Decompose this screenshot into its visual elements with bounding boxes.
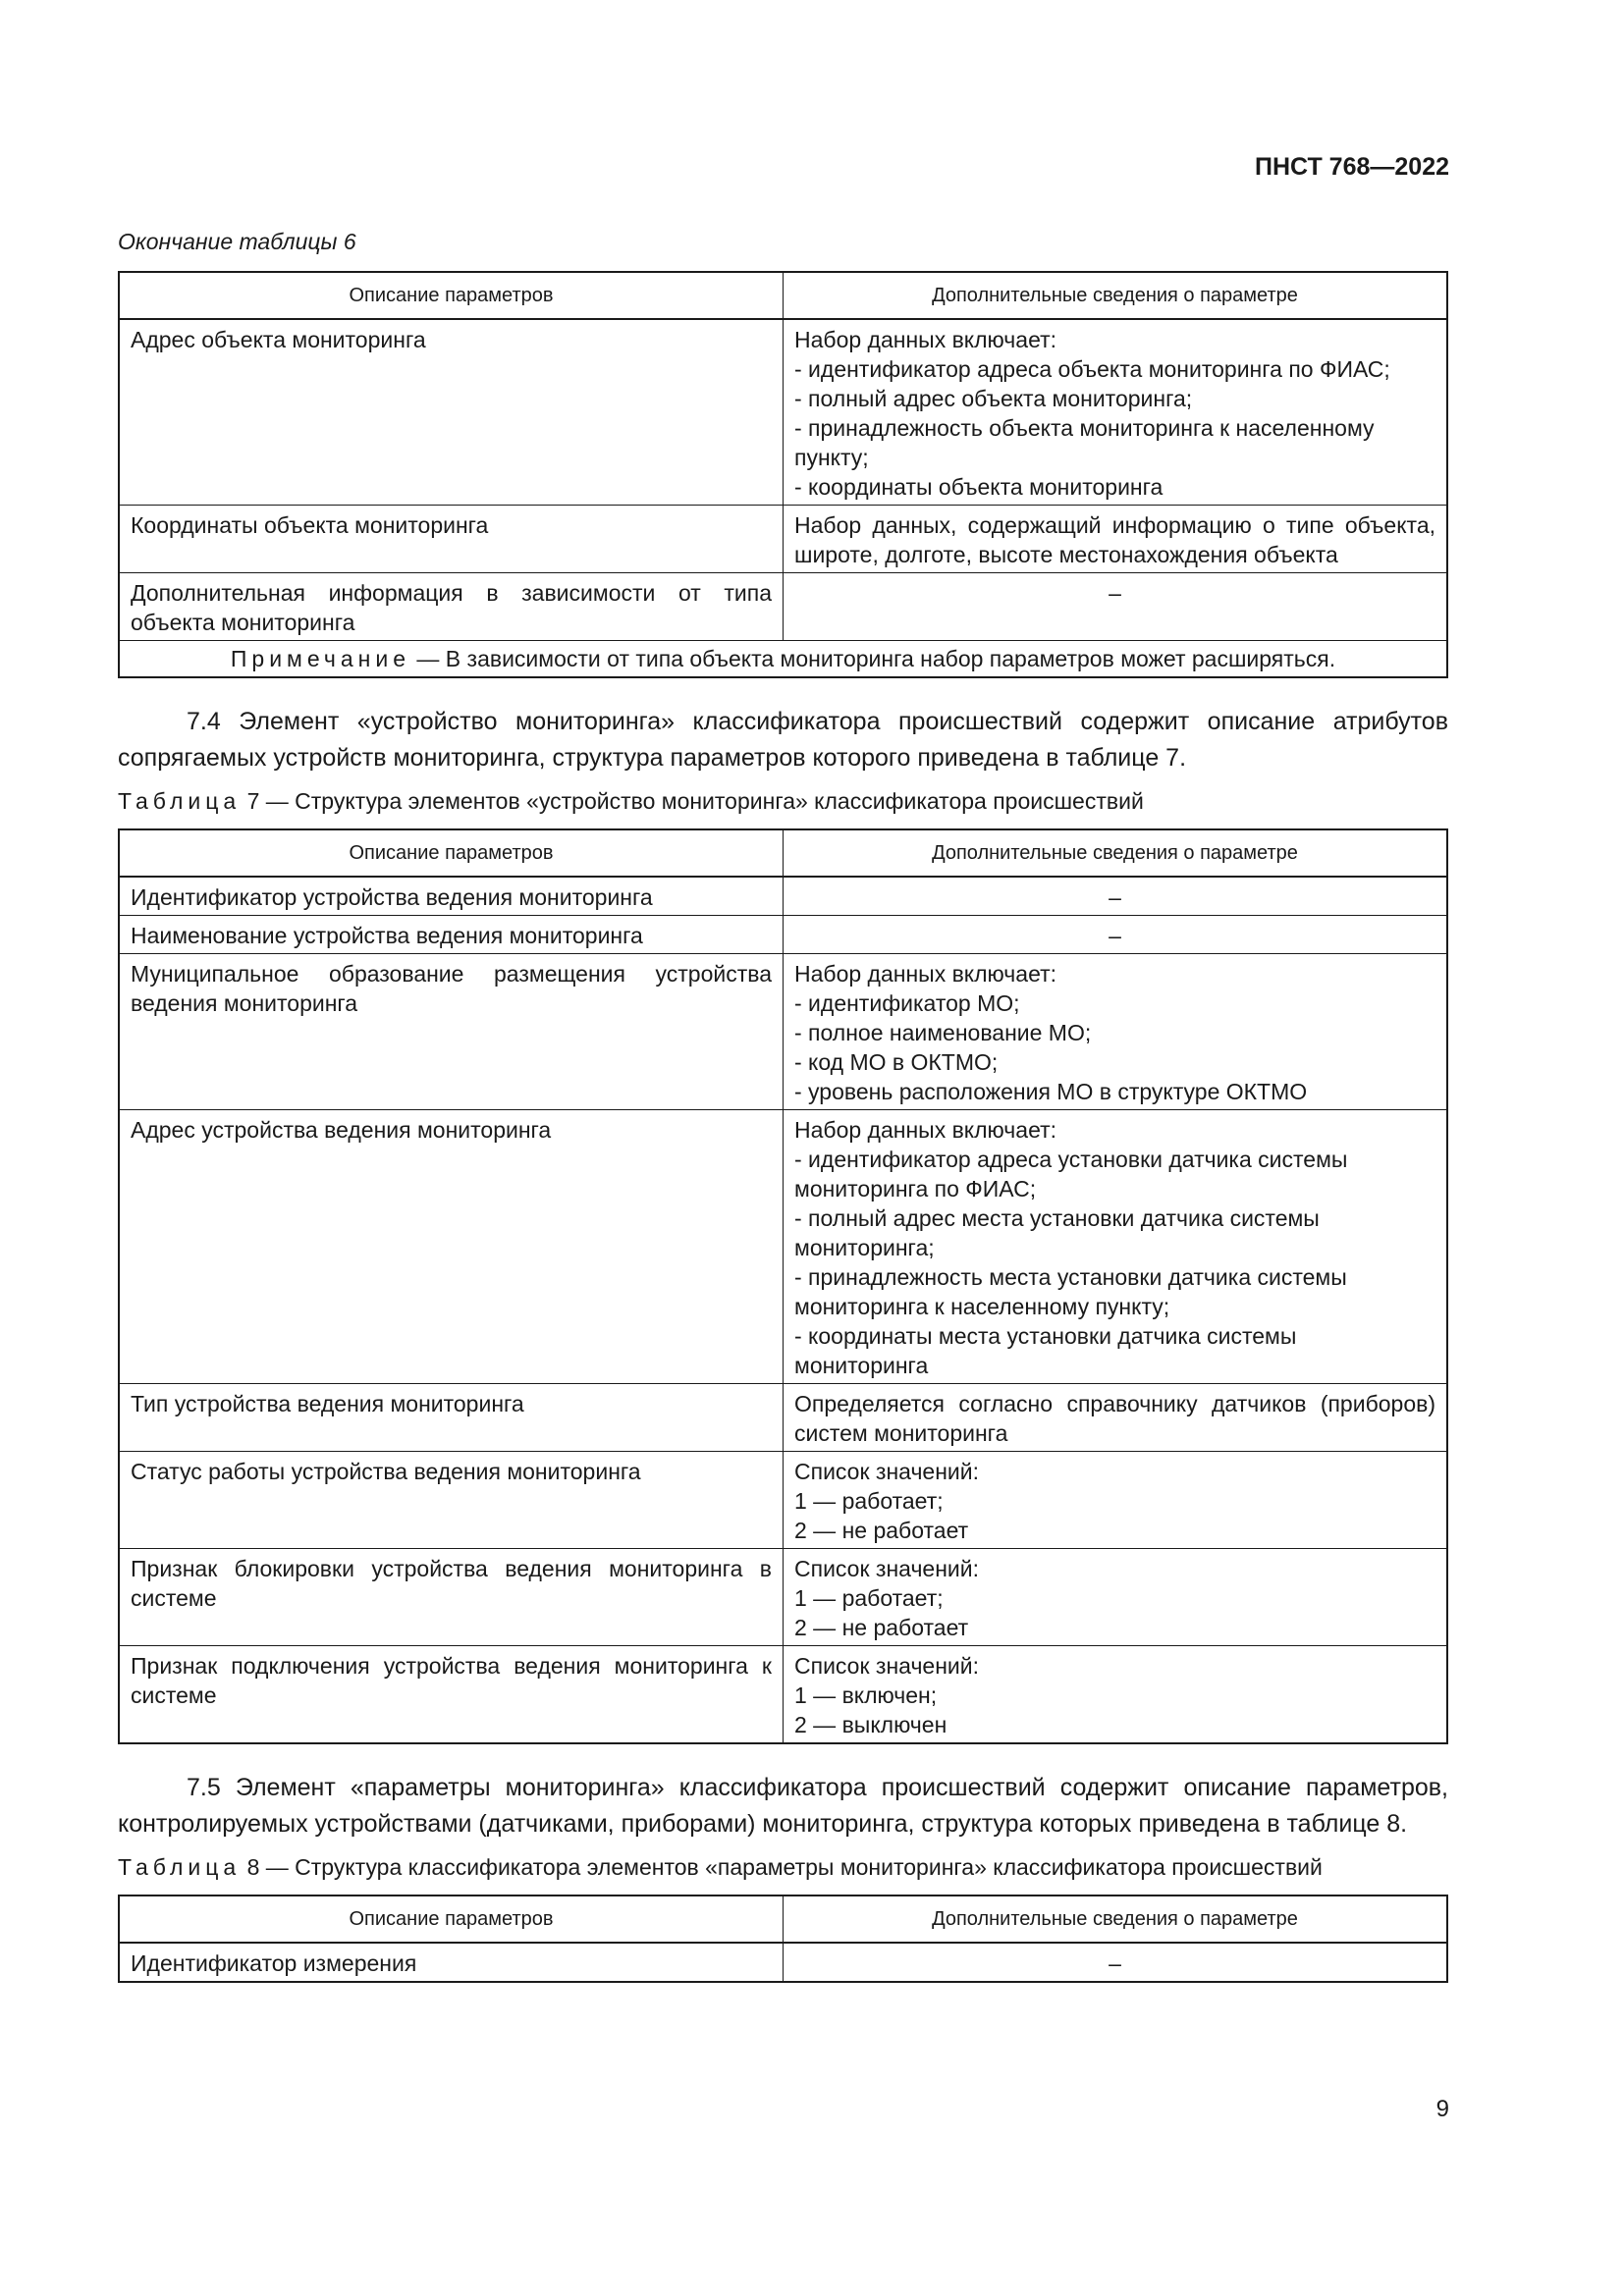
table-row: [119, 877, 1447, 916]
column-header: Дополнительные сведения о параметре: [784, 1896, 1448, 1943]
param-details-cell: [784, 954, 1448, 1110]
detail-line: - полный адрес объекта мониторинга;: [794, 386, 1193, 411]
table8: [118, 1895, 1448, 1983]
detail-line: - идентификатор адреса объекта мониторинга по ФИАС;: [794, 356, 1390, 382]
column-header: Описание параметров: [119, 272, 784, 319]
column-header: Дополнительные сведения о параметре: [784, 272, 1448, 319]
table7-caption: [118, 786, 1448, 817]
detail-line: Список значений:: [794, 1653, 980, 1679]
detail-line: 1 — работает;: [794, 1585, 944, 1611]
table-header-row: [119, 829, 1447, 877]
param-name-cell: Координаты объекта мониторинга: [119, 506, 784, 573]
detail-line: - полное наименование МО;: [794, 1020, 1092, 1045]
detail-line: 1 — работает;: [794, 1488, 944, 1514]
table-row: [119, 1646, 1447, 1744]
param-details-cell: [784, 1549, 1448, 1646]
page-content: [118, 229, 1448, 1983]
table-header-row: [119, 272, 1447, 319]
table-note: [119, 641, 1447, 678]
detail-line: 2 — не работает: [794, 1615, 969, 1640]
detail-line: - полный адрес места установки датчика системы мониторинга;: [794, 1205, 1320, 1260]
detail-line: –: [1109, 923, 1121, 948]
detail-line: Набор данных включает:: [794, 961, 1057, 987]
param-details-cell: [784, 1646, 1448, 1744]
column-header: Описание параметров: [119, 1896, 784, 1943]
table8-caption: [118, 1852, 1448, 1883]
table-header-row: [119, 1896, 1447, 1943]
table6-caption: Окончание таблицы 6: [118, 229, 356, 254]
detail-line: - принадлежность места установки датчика системы мониторинга к населенному пункту;: [794, 1264, 1347, 1319]
paragraph-7-5: 7.5 Элемент «параметры мониторинга» классификатора происшествий содержит описание параметров, контролируемых устройствами (датчиками, приборами) мониторинга, структура которых приведена в таблице 8.: [118, 1774, 1448, 1838]
column-header: Описание параметров: [119, 829, 784, 877]
param-name-cell: Идентификатор устройства ведения мониторинга: [119, 877, 784, 916]
detail-line: - координаты места установки датчика системы мониторинга: [794, 1323, 1297, 1378]
detail-line: - координаты объекта мониторинга: [794, 474, 1164, 500]
document-code: ПНСТ 768—2022: [1255, 153, 1449, 181]
table-row: [119, 1943, 1447, 1982]
detail-line: 2 — не работает: [794, 1518, 969, 1543]
table-row: [119, 916, 1447, 954]
detail-line: - код МО в ОКТМО;: [794, 1049, 999, 1075]
table-row: [119, 954, 1447, 1110]
detail-line: –: [1109, 580, 1121, 606]
table-title: 8 — Структура классификатора элементов «параметры мониторинга» классификатора происшествий: [241, 1854, 1323, 1880]
note-label: Примечание: [230, 646, 411, 671]
param-details-cell: [784, 1110, 1448, 1384]
detail-line: Список значений:: [794, 1556, 980, 1581]
paragraph-7-4: 7.4 Элемент «устройство мониторинга» классификатора происшествий содержит описание атрибутов сопрягаемых устройств мониторинга, структура параметров которого приведена в таблице 7.: [118, 708, 1448, 772]
param-name-cell: Наименование устройства ведения мониторинга: [119, 916, 784, 954]
detail-line: - принадлежность объекта мониторинга к населенному пункту;: [794, 415, 1375, 470]
table6: [118, 271, 1448, 678]
detail-line: Набор данных включает:: [794, 1117, 1057, 1143]
detail-line: Набор данных, содержащий информацию о типе объекта, широте, долготе, высоте местонахождения объекта: [794, 512, 1435, 567]
param-name-cell: Адрес устройства ведения мониторинга: [119, 1110, 784, 1384]
param-details-cell: [784, 573, 1448, 641]
detail-line: –: [1109, 884, 1121, 910]
param-name-cell: Дополнительная информация в зависимости от типа объекта мониторинга: [119, 573, 784, 641]
param-details-cell: [784, 1943, 1448, 1982]
detail-line: 1 — включен;: [794, 1682, 938, 1708]
param-name-cell: Тип устройства ведения мониторинга: [119, 1384, 784, 1452]
table-row: [119, 1452, 1447, 1549]
table-row: [119, 573, 1447, 641]
detail-line: Определяется согласно справочнику датчиков (приборов) систем мониторинга: [794, 1391, 1435, 1446]
param-details-cell: [784, 916, 1448, 954]
table-row: [119, 319, 1447, 506]
detail-line: - идентификатор адреса установки датчика системы мониторинга по ФИАС;: [794, 1147, 1348, 1201]
page-number: 9: [1435, 2096, 1449, 2122]
param-details-cell: [784, 1452, 1448, 1549]
table-row: [119, 1549, 1447, 1646]
param-name-cell: Адрес объекта мониторинга: [119, 319, 784, 506]
column-header: Дополнительные сведения о параметре: [784, 829, 1448, 877]
detail-line: - идентификатор МО;: [794, 990, 1020, 1016]
table-note-row: [119, 641, 1447, 678]
table-row: [119, 1110, 1447, 1384]
table-label: Таблица: [118, 788, 242, 814]
detail-line: 2 — выключен: [794, 1712, 947, 1737]
param-details-cell: [784, 319, 1448, 506]
param-name-cell: Признак подключения устройства ведения мониторинга к системе: [119, 1646, 784, 1744]
param-details-cell: [784, 877, 1448, 916]
table-title: 7 — Структура элементов «устройство мониторинга» классификатора происшествий: [241, 788, 1144, 814]
table7: [118, 828, 1448, 1744]
detail-line: –: [1109, 1950, 1121, 1976]
param-name-cell: Признак блокировки устройства ведения мониторинга в системе: [119, 1549, 784, 1646]
table-row: [119, 1384, 1447, 1452]
note-text: — В зависимости от типа объекта мониторинга набор параметров может расширяться.: [410, 646, 1336, 671]
detail-line: Список значений:: [794, 1459, 980, 1484]
param-name-cell: Статус работы устройства ведения мониторинга: [119, 1452, 784, 1549]
table-row: [119, 506, 1447, 573]
detail-line: - уровень расположения МО в структуре ОКТМО: [794, 1079, 1308, 1104]
param-details-cell: [784, 1384, 1448, 1452]
param-name-cell: Муниципальное образование размещения устройства ведения мониторинга: [119, 954, 784, 1110]
param-name-cell: Идентификатор измерения: [119, 1943, 784, 1982]
detail-line: Набор данных включает:: [794, 327, 1057, 352]
table-label: Таблица: [118, 1854, 242, 1880]
param-details-cell: [784, 506, 1448, 573]
